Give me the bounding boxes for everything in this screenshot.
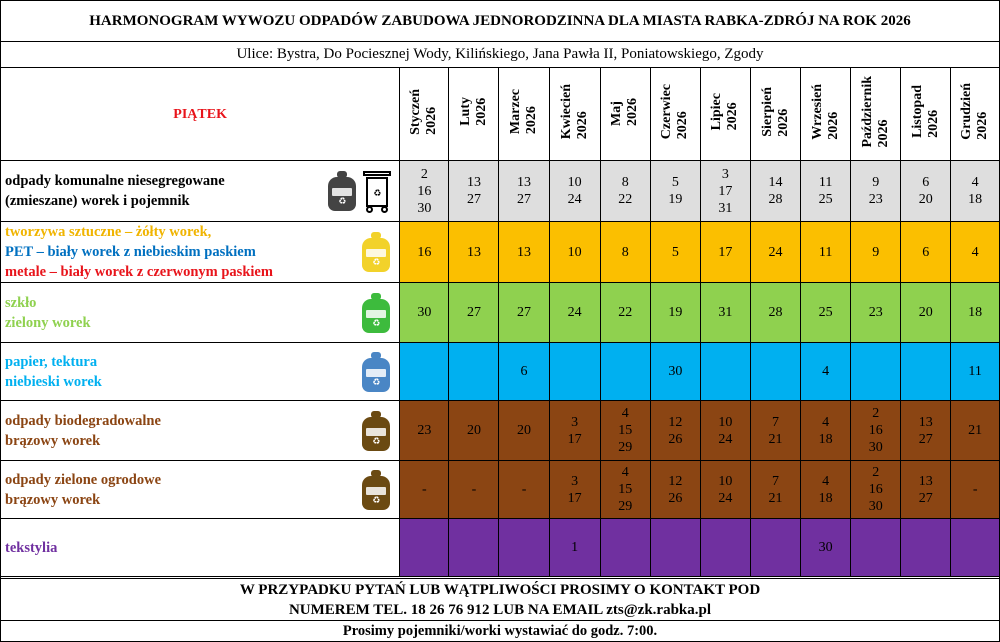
date-cell xyxy=(400,283,449,343)
month-header xyxy=(449,68,499,161)
pickup-date: 8 xyxy=(621,244,629,260)
pickup-date: 20 xyxy=(517,423,532,438)
month-name: Maj 2026 xyxy=(609,97,641,126)
waste-icons xyxy=(361,411,391,451)
waste-type-text: PET – biały worek z niebieskim paskiem xyxy=(5,244,256,260)
month-name: Listopad 2026 xyxy=(909,85,941,138)
date-cell xyxy=(951,343,999,401)
pickup-date: 22 xyxy=(618,305,633,320)
pickup-date: 6 xyxy=(520,364,528,379)
header-row xyxy=(1,68,999,161)
date-cell xyxy=(700,222,750,283)
pickup-date: 18 xyxy=(968,305,983,320)
pickup-date: 13 xyxy=(517,244,532,260)
date-cell xyxy=(449,283,499,343)
waste-type-text: metale – biały worek z czerwonym paskiem xyxy=(5,264,273,280)
pickup-date: 13 xyxy=(517,175,532,190)
waste-bag-icon: ♻ xyxy=(361,470,391,510)
pickup-date: 31 xyxy=(718,305,733,320)
date-cell xyxy=(851,222,901,283)
date-cell xyxy=(750,461,800,519)
pickup-date: 5 xyxy=(671,244,679,260)
pickup-date: 27 xyxy=(466,192,481,207)
pickup-date: 8 xyxy=(621,175,629,190)
pickup-date: 30 xyxy=(868,499,883,514)
date-cell xyxy=(600,519,650,577)
date-cell xyxy=(400,222,449,283)
pickup-date: 5 xyxy=(671,175,679,190)
pickup-date: 4 xyxy=(822,473,830,489)
date-cell xyxy=(449,161,499,222)
pickup-date: - xyxy=(521,482,527,497)
date-cell xyxy=(901,283,951,343)
date-cell xyxy=(750,161,800,222)
date-cell xyxy=(851,283,901,343)
date-cell xyxy=(851,343,901,401)
pickup-date: 21 xyxy=(768,490,783,506)
pickup-date: 28 xyxy=(768,305,783,320)
waste-type-text: zielony worek xyxy=(5,314,91,331)
date-cell xyxy=(400,461,449,519)
month-header xyxy=(801,68,851,161)
waste-type-label xyxy=(1,222,400,283)
date-cell xyxy=(700,161,750,222)
pickup-date: 27 xyxy=(918,431,933,447)
pickup-date: 27 xyxy=(517,192,532,207)
date-cell xyxy=(851,161,901,222)
waste-row-paper xyxy=(1,343,999,401)
pickup-date: 27 xyxy=(517,305,532,320)
pickup-date: 24 xyxy=(567,192,582,207)
date-cell xyxy=(400,161,449,222)
date-cell xyxy=(650,519,700,577)
month-name: Luty 2026 xyxy=(457,97,489,126)
date-cell xyxy=(650,222,700,283)
time-note: Prosimy pojemniki/worki wystawiać do godz. 7:00. xyxy=(1,620,999,642)
waste-icons xyxy=(361,293,391,333)
date-cell xyxy=(650,343,700,401)
month-header xyxy=(549,68,600,161)
date-cell xyxy=(449,461,499,519)
date-cell xyxy=(801,461,851,519)
pickup-date: 13 xyxy=(466,175,481,190)
pickup-date: 13 xyxy=(466,244,481,260)
waste-type-label xyxy=(1,401,400,461)
waste-type-text: odpady komunalne niesegregowane xyxy=(5,173,225,189)
pickup-date: 21 xyxy=(768,431,783,447)
pickup-date: 30 xyxy=(417,200,432,216)
date-cell xyxy=(700,343,750,401)
pickup-date: 30 xyxy=(668,364,683,379)
date-cell xyxy=(750,519,800,577)
month-name: Marzec 2026 xyxy=(508,88,540,135)
pickup-date: 28 xyxy=(768,192,783,207)
month-name: Kwiecień 2026 xyxy=(558,83,590,140)
date-cell xyxy=(901,161,951,222)
waste-type-text: (zmieszane) worek i pojemnik xyxy=(5,193,190,209)
waste-type-label xyxy=(1,461,400,519)
pickup-date: 24 xyxy=(567,305,582,320)
month-header xyxy=(650,68,700,161)
pickup-date: - xyxy=(471,482,477,497)
waste-type-text: brązowy worek xyxy=(5,432,101,449)
date-cell xyxy=(901,343,951,401)
date-cell xyxy=(650,283,700,343)
date-cell xyxy=(700,283,750,343)
waste-bag-icon: ♻ xyxy=(361,411,391,451)
date-cell xyxy=(750,343,800,401)
date-cell xyxy=(600,343,650,401)
pickup-date: 23 xyxy=(417,423,432,438)
waste-type-label xyxy=(1,283,400,343)
waste-type-text: tworzywa sztuczne – żółty worek, xyxy=(5,224,212,240)
month-name: Styczeń 2026 xyxy=(408,88,440,135)
date-cell xyxy=(951,161,999,222)
date-cell xyxy=(951,222,999,283)
waste-bag-icon: ♻ xyxy=(327,171,357,211)
date-cell xyxy=(901,519,951,577)
date-cell xyxy=(499,343,549,401)
date-cell xyxy=(600,161,650,222)
date-cell xyxy=(801,222,851,283)
pickup-date: 20 xyxy=(466,423,481,438)
pickup-date: 24 xyxy=(768,244,783,260)
pickup-date: 20 xyxy=(918,192,933,207)
pickup-date: 22 xyxy=(618,192,633,207)
pickup-date: 26 xyxy=(668,431,683,447)
pickup-date: 19 xyxy=(668,192,683,207)
pickup-date: 16 xyxy=(417,183,432,199)
pickup-date: 9 xyxy=(872,244,880,260)
pickup-date: 17 xyxy=(718,244,733,260)
pickup-date: 25 xyxy=(818,305,833,320)
pickup-date: 13 xyxy=(918,414,933,430)
waste-icons xyxy=(361,470,391,510)
pickup-date: 9 xyxy=(872,175,880,190)
date-cell xyxy=(750,401,800,461)
pickup-date: 2 xyxy=(872,406,880,421)
month-header xyxy=(700,68,750,161)
date-cell xyxy=(600,222,650,283)
schedule-table xyxy=(1,68,999,577)
waste-type-label xyxy=(1,519,400,577)
pickup-date: 16 xyxy=(417,244,432,260)
pickup-date: 18 xyxy=(818,490,833,506)
month-name: Grudzień 2026 xyxy=(959,83,991,140)
month-header xyxy=(600,68,650,161)
month-header xyxy=(750,68,800,161)
pickup-date: 12 xyxy=(668,473,683,489)
pickup-date: 16 xyxy=(868,423,883,438)
date-cell xyxy=(851,401,901,461)
waste-row-glass xyxy=(1,283,999,343)
pickup-date: 1 xyxy=(571,540,579,555)
pickup-date: 4 xyxy=(621,406,629,421)
month-name: Czerwiec 2026 xyxy=(659,83,691,140)
contact-footer xyxy=(1,578,999,621)
waste-icons xyxy=(361,232,391,272)
pickup-date: 21 xyxy=(968,423,983,438)
pickup-date: 27 xyxy=(466,305,481,320)
date-cell xyxy=(801,161,851,222)
date-cell xyxy=(650,461,700,519)
date-cell xyxy=(600,401,650,461)
pickup-date: 3 xyxy=(721,166,729,182)
pickup-date: 25 xyxy=(818,192,833,207)
contact-line-2: NUMEREM TEL. 18 26 76 912 LUB NA EMAIL zts@zk.rabka.pl xyxy=(288,602,712,618)
page-title: HARMONOGRAM WYWOZU ODPADÓW ZABUDOWA JEDNORODZINNA DLA MIASTA RABKA-ZDRÓJ NA ROK 2026 xyxy=(1,1,999,42)
pickup-date: 3 xyxy=(571,473,579,489)
pickup-date: 29 xyxy=(618,440,633,455)
date-cell xyxy=(650,401,700,461)
pickup-date: 30 xyxy=(818,540,833,555)
pickup-date: 2 xyxy=(872,465,880,480)
date-cell xyxy=(750,283,800,343)
pickup-date: 16 xyxy=(868,482,883,497)
pickup-date: 29 xyxy=(618,499,633,514)
waste-type-label xyxy=(1,343,400,401)
waste-row-bio xyxy=(1,401,999,461)
date-cell xyxy=(400,343,449,401)
pickup-date: 23 xyxy=(868,305,883,320)
waste-row-plastic xyxy=(1,222,999,283)
pickup-date: 17 xyxy=(718,183,733,199)
pickup-date: 15 xyxy=(618,423,633,438)
pickup-date: 4 xyxy=(822,364,830,379)
date-cell xyxy=(650,161,700,222)
date-cell xyxy=(600,461,650,519)
pickup-date: 17 xyxy=(567,490,582,506)
date-cell xyxy=(951,401,999,461)
date-cell xyxy=(901,461,951,519)
waste-type-label xyxy=(1,161,400,222)
waste-type-text: brązowy worek xyxy=(5,491,101,508)
date-cell xyxy=(449,222,499,283)
pickup-date: 10 xyxy=(718,473,733,489)
date-cell xyxy=(801,519,851,577)
date-cell xyxy=(499,461,549,519)
pickup-date: 11 xyxy=(818,175,833,190)
pickup-date: 26 xyxy=(668,490,683,506)
date-cell xyxy=(801,401,851,461)
date-cell xyxy=(549,222,600,283)
date-cell xyxy=(400,519,449,577)
date-cell xyxy=(549,283,600,343)
waste-bag-icon: ♻ xyxy=(361,352,391,392)
waste-type-text: niebieski worek xyxy=(5,373,102,390)
date-cell xyxy=(851,461,901,519)
pickup-date: 17 xyxy=(567,431,582,447)
month-name: Wrzesień 2026 xyxy=(809,83,841,140)
date-cell xyxy=(499,519,549,577)
waste-icons xyxy=(361,352,391,392)
date-cell xyxy=(549,519,600,577)
date-cell xyxy=(901,222,951,283)
pickup-date: 6 xyxy=(922,244,930,260)
pickup-date: 18 xyxy=(968,192,983,207)
date-cell xyxy=(449,401,499,461)
month-header xyxy=(499,68,549,161)
pickup-date: 4 xyxy=(971,244,979,260)
date-cell xyxy=(549,401,600,461)
pickup-date: 23 xyxy=(868,192,883,207)
pickup-date: 11 xyxy=(818,244,833,260)
date-cell xyxy=(750,222,800,283)
date-cell xyxy=(449,519,499,577)
waste-type-text: odpady zielone ogrodowe xyxy=(5,471,162,488)
date-cell xyxy=(801,343,851,401)
month-header xyxy=(901,68,951,161)
waste-type-text: szkło xyxy=(5,294,37,311)
pickup-date: 11 xyxy=(968,364,982,379)
pickup-date: 7 xyxy=(772,414,779,430)
waste-type-text: tekstylia xyxy=(5,539,58,556)
date-cell xyxy=(600,283,650,343)
date-cell xyxy=(449,343,499,401)
date-cell xyxy=(851,519,901,577)
pickup-date: 3 xyxy=(571,414,579,430)
pickup-date: 24 xyxy=(718,490,733,506)
date-cell xyxy=(901,401,951,461)
pickup-date: - xyxy=(972,482,978,497)
pickup-date: 4 xyxy=(822,414,830,430)
pickup-date: 27 xyxy=(918,490,933,506)
pickup-date: 4 xyxy=(621,465,629,480)
date-cell xyxy=(700,461,750,519)
pickup-date: 7 xyxy=(772,473,779,489)
pickup-date: - xyxy=(422,482,427,497)
pickup-date: 2 xyxy=(420,166,428,182)
month-header xyxy=(851,68,901,161)
date-cell xyxy=(951,283,999,343)
pickup-date: 19 xyxy=(668,305,683,320)
waste-icons xyxy=(327,169,391,213)
date-cell xyxy=(951,519,999,577)
waste-type-text: papier, tektura xyxy=(5,353,98,370)
date-cell xyxy=(700,401,750,461)
pickup-date: 10 xyxy=(567,175,582,190)
date-cell xyxy=(499,161,549,222)
pickup-date: 31 xyxy=(718,200,733,216)
month-header xyxy=(951,68,999,161)
pickup-date: 30 xyxy=(417,305,432,320)
date-cell xyxy=(801,283,851,343)
contact-line-1: W PRZYPADKU PYTAŃ LUB WĄTPLIWOŚCI PROSIMY O KONTAKT POD xyxy=(239,582,761,598)
waste-row-textile xyxy=(1,519,999,577)
waste-row-mixed xyxy=(1,161,999,222)
date-cell xyxy=(700,519,750,577)
month-header xyxy=(400,68,449,161)
month-name: Sierpień 2026 xyxy=(759,86,791,137)
pickup-date: 6 xyxy=(922,175,930,190)
date-cell xyxy=(549,161,600,222)
streets-line: Ulice: Bystra, Do Pociesznej Wody, Kilińskiego, Jana Pawła II, Poniatowskiego, Zgody xyxy=(1,42,999,68)
waste-row-green xyxy=(1,461,999,519)
waste-bag-icon: ♻ xyxy=(361,293,391,333)
pickup-date: 20 xyxy=(918,305,933,320)
date-cell xyxy=(499,283,549,343)
pickup-date: 15 xyxy=(618,482,633,497)
pickup-date: 12 xyxy=(668,414,683,430)
pickup-date: 10 xyxy=(567,244,582,260)
date-cell xyxy=(549,461,600,519)
pickup-date: 13 xyxy=(918,473,933,489)
waste-bag-icon: ♻ xyxy=(361,232,391,272)
pickup-date: 14 xyxy=(768,175,783,190)
date-cell xyxy=(499,222,549,283)
pickup-date: 4 xyxy=(971,175,979,190)
date-cell xyxy=(549,343,600,401)
date-cell xyxy=(400,401,449,461)
pickup-date: 30 xyxy=(868,440,883,455)
month-name: Lipiec 2026 xyxy=(709,92,741,131)
month-name: Październik 2026 xyxy=(859,75,891,148)
pickup-date: 10 xyxy=(718,414,733,430)
pickup-date: 18 xyxy=(818,431,833,447)
pickup-date: 24 xyxy=(718,431,733,447)
date-cell xyxy=(951,461,999,519)
waste-bin-icon: ♻ xyxy=(363,169,391,213)
day-label: PIĄTEK xyxy=(1,68,400,161)
date-cell xyxy=(499,401,549,461)
waste-type-text: odpady biodegradowalne xyxy=(5,412,161,429)
